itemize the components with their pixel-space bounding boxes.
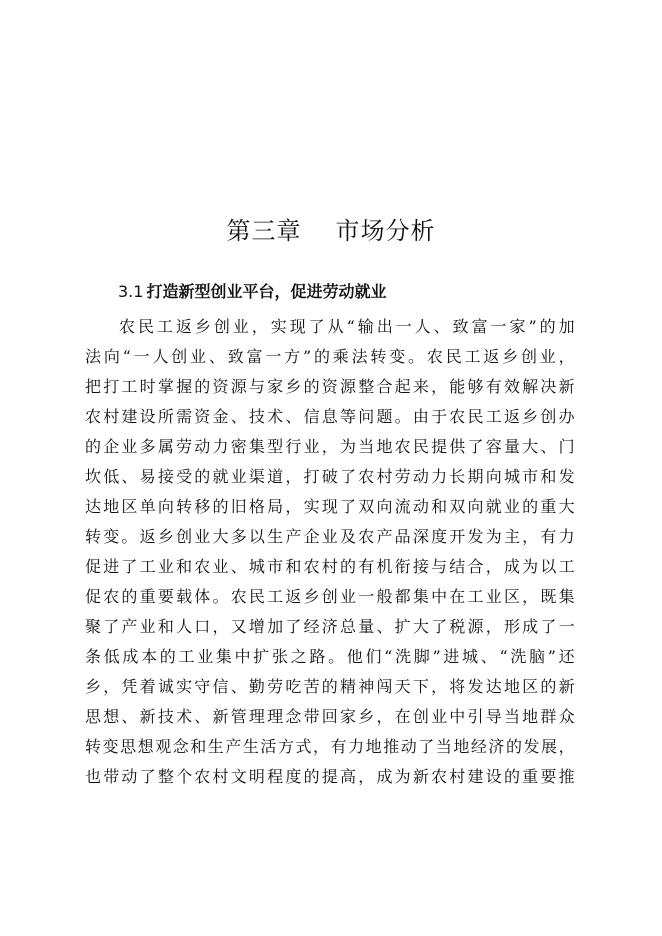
paragraph-line: 农民工返乡创业，实现了从“输出一人、致富一家”的加	[119, 317, 575, 336]
paragraph-line: 法向“一人创业、致富一方”的乘法转变。农民工返乡创业，	[85, 347, 575, 366]
paragraph-line: 也带动了整个农村文明程度的提高，成为新农村建设的重要推	[85, 767, 575, 786]
paragraph-line: 聚了产业和人口，又增加了经济总量、扩大了税源，形成了一	[85, 617, 575, 636]
chapter-label: 第三章	[226, 217, 302, 245]
body-paragraph	[85, 312, 575, 792]
paragraph-line: 转变。返乡创业大多以生产企业及农产品深度开发为主，有力	[85, 527, 575, 546]
section-title: 打造新型创业平台，促进劳动就业	[146, 282, 387, 301]
paragraph-line: 达地区单向转移的旧格局，实现了双向流动和双向就业的重大	[85, 497, 575, 516]
paragraph-line: 把打工时掌握的资源与家乡的资源整合起来，能够有效解决新	[85, 377, 575, 396]
paragraph-line: 坎低、易接受的就业渠道，打破了农村劳动力长期向城市和发	[85, 467, 575, 486]
chapter-title	[0, 214, 662, 248]
paragraph-line: 促进了工业和农业、城市和农村的有机衔接与结合，成为以工	[85, 557, 575, 576]
paragraph-line: 的企业多属劳动力密集型行业，为当地农民提供了容量大、门	[85, 437, 575, 456]
section-number: 3.1	[118, 282, 144, 301]
chapter-name: 市场分析	[335, 217, 436, 245]
section-heading	[118, 281, 386, 303]
paragraph-line: 条低成本的工业集中扩张之路。他们“洗脚”进城、“洗脑”还	[85, 647, 575, 666]
paragraph-line: 乡，凭着诚实守信、勤劳吃苦的精神闯天下，将发达地区的新	[85, 677, 575, 696]
paragraph-line: 农村建设所需资金、技术、信息等问题。由于农民工返乡创办	[85, 407, 575, 426]
paragraph-line: 思想、新技术、新管理理念带回家乡，在创业中引导当地群众	[85, 707, 575, 726]
paragraph-line: 促农的重要载体。农民工返乡创业一般都集中在工业区，既集	[85, 587, 575, 606]
paragraph-line: 转变思想观念和生产生活方式，有力地推动了当地经济的发展，	[85, 737, 575, 756]
